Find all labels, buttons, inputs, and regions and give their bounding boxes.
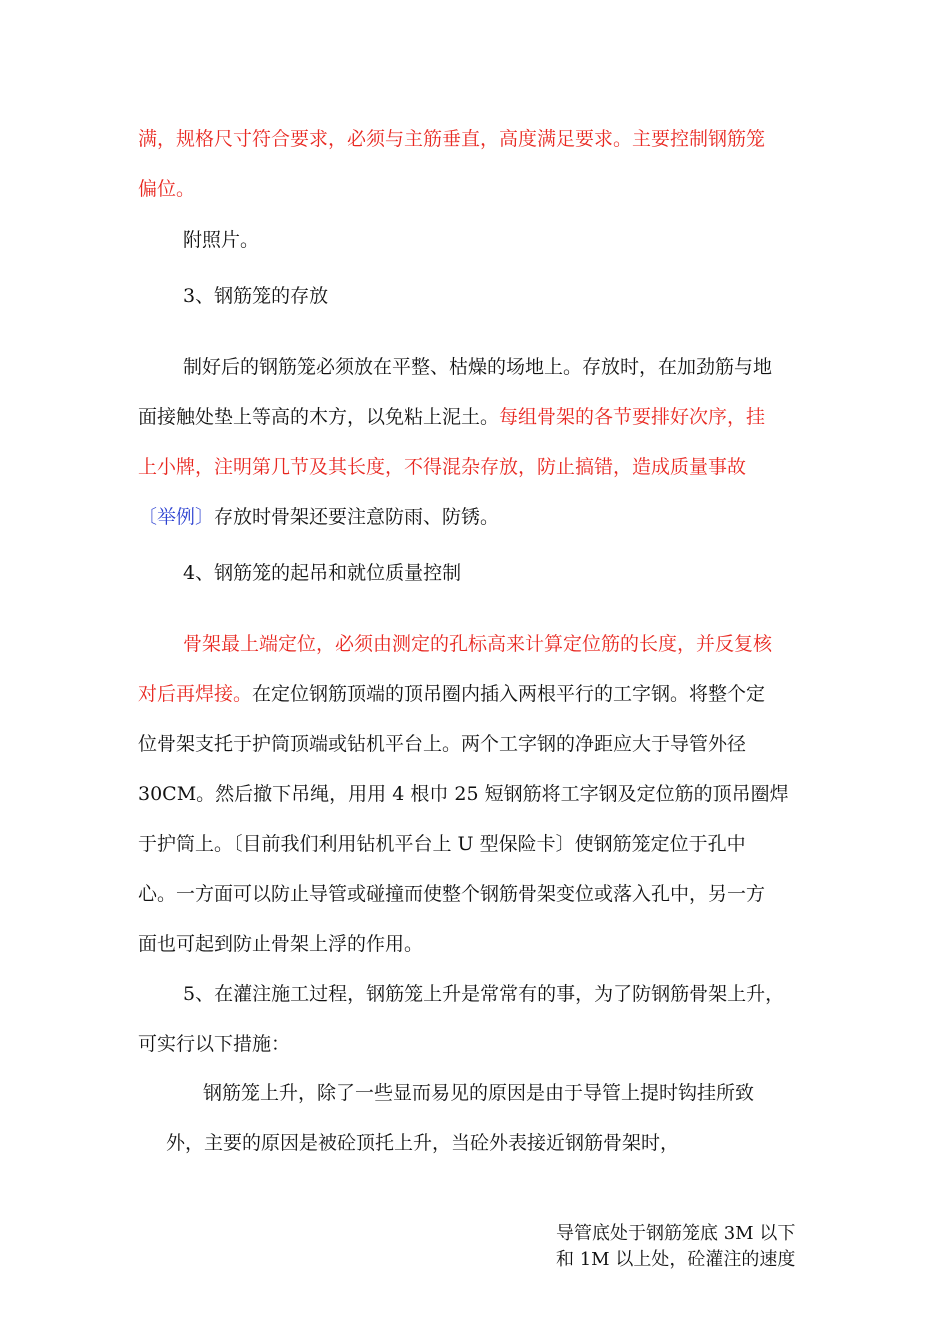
- side-note-line-1: 导管底处于钢筋笼底 3M 以下: [556, 1223, 796, 1244]
- paragraph-5-line-1: 5、在灌注施工过程，钢筋笼上升是常常有的事，为了防钢筋骨架上升，: [183, 983, 785, 1005]
- paragraph-4-line-2-red: 对后再焊接。: [138, 683, 253, 705]
- paragraph-1-line-1: 满，规格尺寸符合要求，必须与主筋垂直，高度满足要求。主要控制钢筋笼: [138, 128, 766, 150]
- paragraph-3-line-1: 制好后的钢筋笼必须放在平整、枯燥的场地上。存放时，在加劲筋与地: [183, 356, 773, 378]
- paragraph-4-line-5: 于护筒上。〔目前我们利用钻机平台上 U 型保险卡〕使钢筋笼定位于孔中: [138, 833, 746, 855]
- paragraph-3-line-2-red: 每组骨架的各节要排好次序，挂: [499, 406, 766, 428]
- paragraph-3-line-2: [138, 405, 765, 429]
- paragraph-4-line-4: 30CM。然后撤下吊绳，用用 4 根巾 25 短钢筋将工字钢及定位筋的顶吊圈焊: [138, 783, 789, 805]
- paragraph-4-line-3: 位骨架支托于护筒顶端或钻机平台上。两个工字钢的净距应大于导管外径: [138, 733, 747, 755]
- side-note-line-2: 和 1M 以上处，砼灌注的速度: [556, 1249, 796, 1270]
- paragraph-4-line-6: 心。一方面可以防止导管或碰撞而使整个钢筋骨架变位或落入孔中，另一方: [138, 883, 766, 905]
- paragraph-5-line-2: 可实行以下措施：: [138, 1033, 291, 1055]
- paragraph-3-line-2-black: 面接触处垫上等高的木方，以免粘上泥土。: [138, 406, 500, 428]
- paragraph-1-line-2: 偏位。: [138, 178, 196, 200]
- paragraph-4-line-7: 面也可起到防止骨架上浮的作用。: [138, 933, 424, 955]
- heading-4-lifting: 4、钢筋笼的起吊和就位质量控制: [183, 562, 462, 584]
- paragraph-6-line-2: 外，主要的原因是被砼顶托上升，当砼外表接近钢筋骨架时，: [166, 1132, 680, 1154]
- paragraph-attach-photo: 附照片。: [183, 229, 260, 251]
- example-note: 〔举例〕: [138, 506, 215, 528]
- paragraph-4-line-1: 骨架最上端定位，必须由测定的孔标高来计算定位筋的长度，并反复核: [183, 633, 773, 655]
- paragraph-4-line-2-black: 在定位钢筋顶端的顶吊圈内插入两根平行的工字钢。将整个定: [252, 683, 766, 705]
- paragraph-6-line-1: 钢筋笼上升，除了一些显而易见的原因是由于导管上提时钩挂所致: [203, 1082, 755, 1104]
- heading-3-storage: 3、钢筋笼的存放: [183, 285, 329, 307]
- paragraph-3-line-4-black: 存放时骨架还要注意防雨、防锈。: [214, 506, 500, 528]
- paragraph-3-line-3: 上小牌，注明第几节及其长度，不得混杂存放，防止搞错，造成质量事故: [138, 456, 747, 478]
- paragraph-3-line-4: [138, 505, 499, 529]
- paragraph-4-line-2: [138, 682, 765, 706]
